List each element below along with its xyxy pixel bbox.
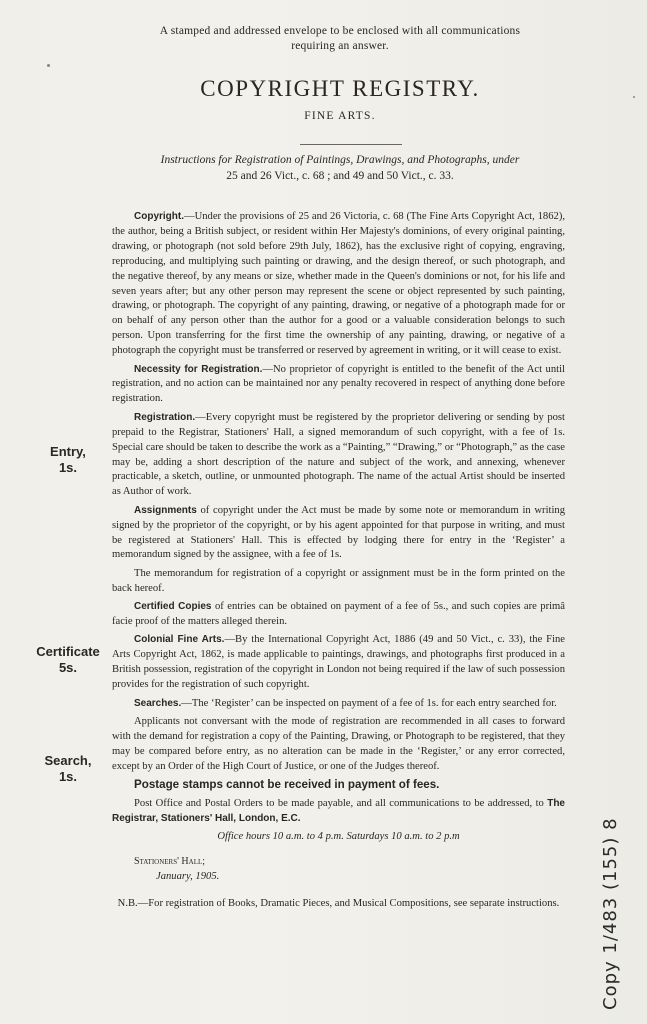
divider (300, 144, 402, 145)
paper-speck (633, 96, 635, 98)
section-copyright: Copyright.—Under the provisions of 25 and 26 Victoria, c. 68 (The Fine Arts Copyright Act, 1862), the author, being a British subject, or resident within Her Majesty's dominions, of every original painting, drawing, or photograph (not sold before 29th July, 1862), has the exclusive right of copying, engraving, reproducing, and multiplying such painting or drawing, and the design thereof, or such photograph, and the negative thereof, by any means or size, whether made in the Queen's dominions or not, for his life and seven years after; but any other person may represent the scene or object represented by such painting, drawing, or photograph. The copyright of any painting, drawing, or negative of a photograph made for or on behalf of any person other than the author for a good or a valuable consideration belongs to such person. Upon transferring for the first time the ownership of any painting, drawing, or negative of a photograph the copyright must be transferred or reserved by agreement in writing, or it will cease to exist. (112, 211, 565, 357)
section-assignments: Assignments of copyright under the Act must be made by some note or memorandum in writing signed by the proprietor of the copyright, or by his agent appointed for that purpose in writing, and must be registered at Stationers' Hall. This is effected by lodging there for entry in the ‘Register’ a memorandum signed by the assignee, with a fee of 1s. (112, 504, 565, 561)
section-colonial: Colonial Fine Arts.—By the International Copyright Act, 1886 (49 and 50 Vict., c. 33), the Fine Arts Copyright Act, 1862, is made applicable to paintings, drawings, and photographs first produced in a British possession, registration of the copyright in London not being required if the law of such possession provides for the registration of such copyright. (112, 634, 566, 691)
section-applicants: Applicants not conversant with the mode of registration are recommended in all cases to forward with the demand for registration a copy of the Painting, Drawing, or Photograph to be registered, that they may be compared before entry, as no alteration can be made in the ‘Register,’ or any error corrected, except by an Order of the High Court of Justice, or one of the Judges thereof. (112, 716, 565, 772)
section-necessity: Necessity for Registration.—No proprietor of copyright is entitled to the benefit of the Act until registration, and no action can be maintained nor any penalty recovered in respect of anything done before registration. (112, 363, 565, 405)
postage-notice: Postage stamps cannot be received in payment of fees. (134, 778, 440, 792)
instructions-heading: Instructions for Registration of Paintings, Drawings, and Photographs, under 25 and 26 Vict., c. 68 ; and 49 and 50 Vict., c. 33. (160, 154, 520, 182)
header-note: A stamped and addressed envelope to be enclosed with all communications requiring an answer. (159, 25, 521, 52)
page-title: COPYRIGHT REGISTRY. (200, 76, 480, 101)
margin-note-certificate: Certificate 5s. (36, 644, 100, 675)
signature: Stationers' Hall; (134, 856, 206, 868)
postal-orders: Post Office and Postal Orders to be made payable, and all communications to be addressed, to The Registrar, Stationers' Hall, London, E.C. (112, 798, 565, 824)
section-registration: Registration.—Every copyright must be registered by the proprietor delivering or sending by post prepaid to the Registrar, Stationers' Hall, a signed memorandum of such copyright, with a fee of 1s. Special care should be taken to describe the work as a “Painting,” “Drawing,” or “Photograph,” as the case may be, adding a short description of the nature and subject of the work, and annexing, whenever practicable, a sketch, outline, or unmounted photograph. The name of the actual Artist should be inserted as Author of work. (112, 411, 566, 498)
section-certified-copies: Certified Copies of entries can be obtained on payment of a fee of 5s., and such copies are primâ facie proof of the matters alleged therein. (112, 601, 565, 628)
paper-speck (47, 64, 50, 67)
nb-note: N.B.—For registration of Books, Dramatic Pieces, and Musical Compositions, see separate instructions. (117, 898, 560, 910)
margin-note-entry: Entry, 1s. (50, 444, 86, 475)
archival-reference: Copy 1/483 (155) 8 (600, 817, 621, 1010)
margin-note-search: Search, 1s. (44, 753, 92, 784)
date: January, 1905. (156, 871, 220, 883)
page-subtitle: FINE ARTS. (304, 110, 376, 122)
document-body (112, 210, 565, 915)
section-searches: Searches.—The ‘Register’ can be inspected on payment of a fee of 1s. for each entry searched for. (134, 697, 557, 709)
section-memorandum: The memorandum for registration of a copyright or assignment must be in the form printed on the back hereof. (112, 567, 565, 594)
office-hours: Office hours 10 a.m. to 4 p.m. Saturdays 10 a.m. to 2 p.m (217, 831, 460, 843)
